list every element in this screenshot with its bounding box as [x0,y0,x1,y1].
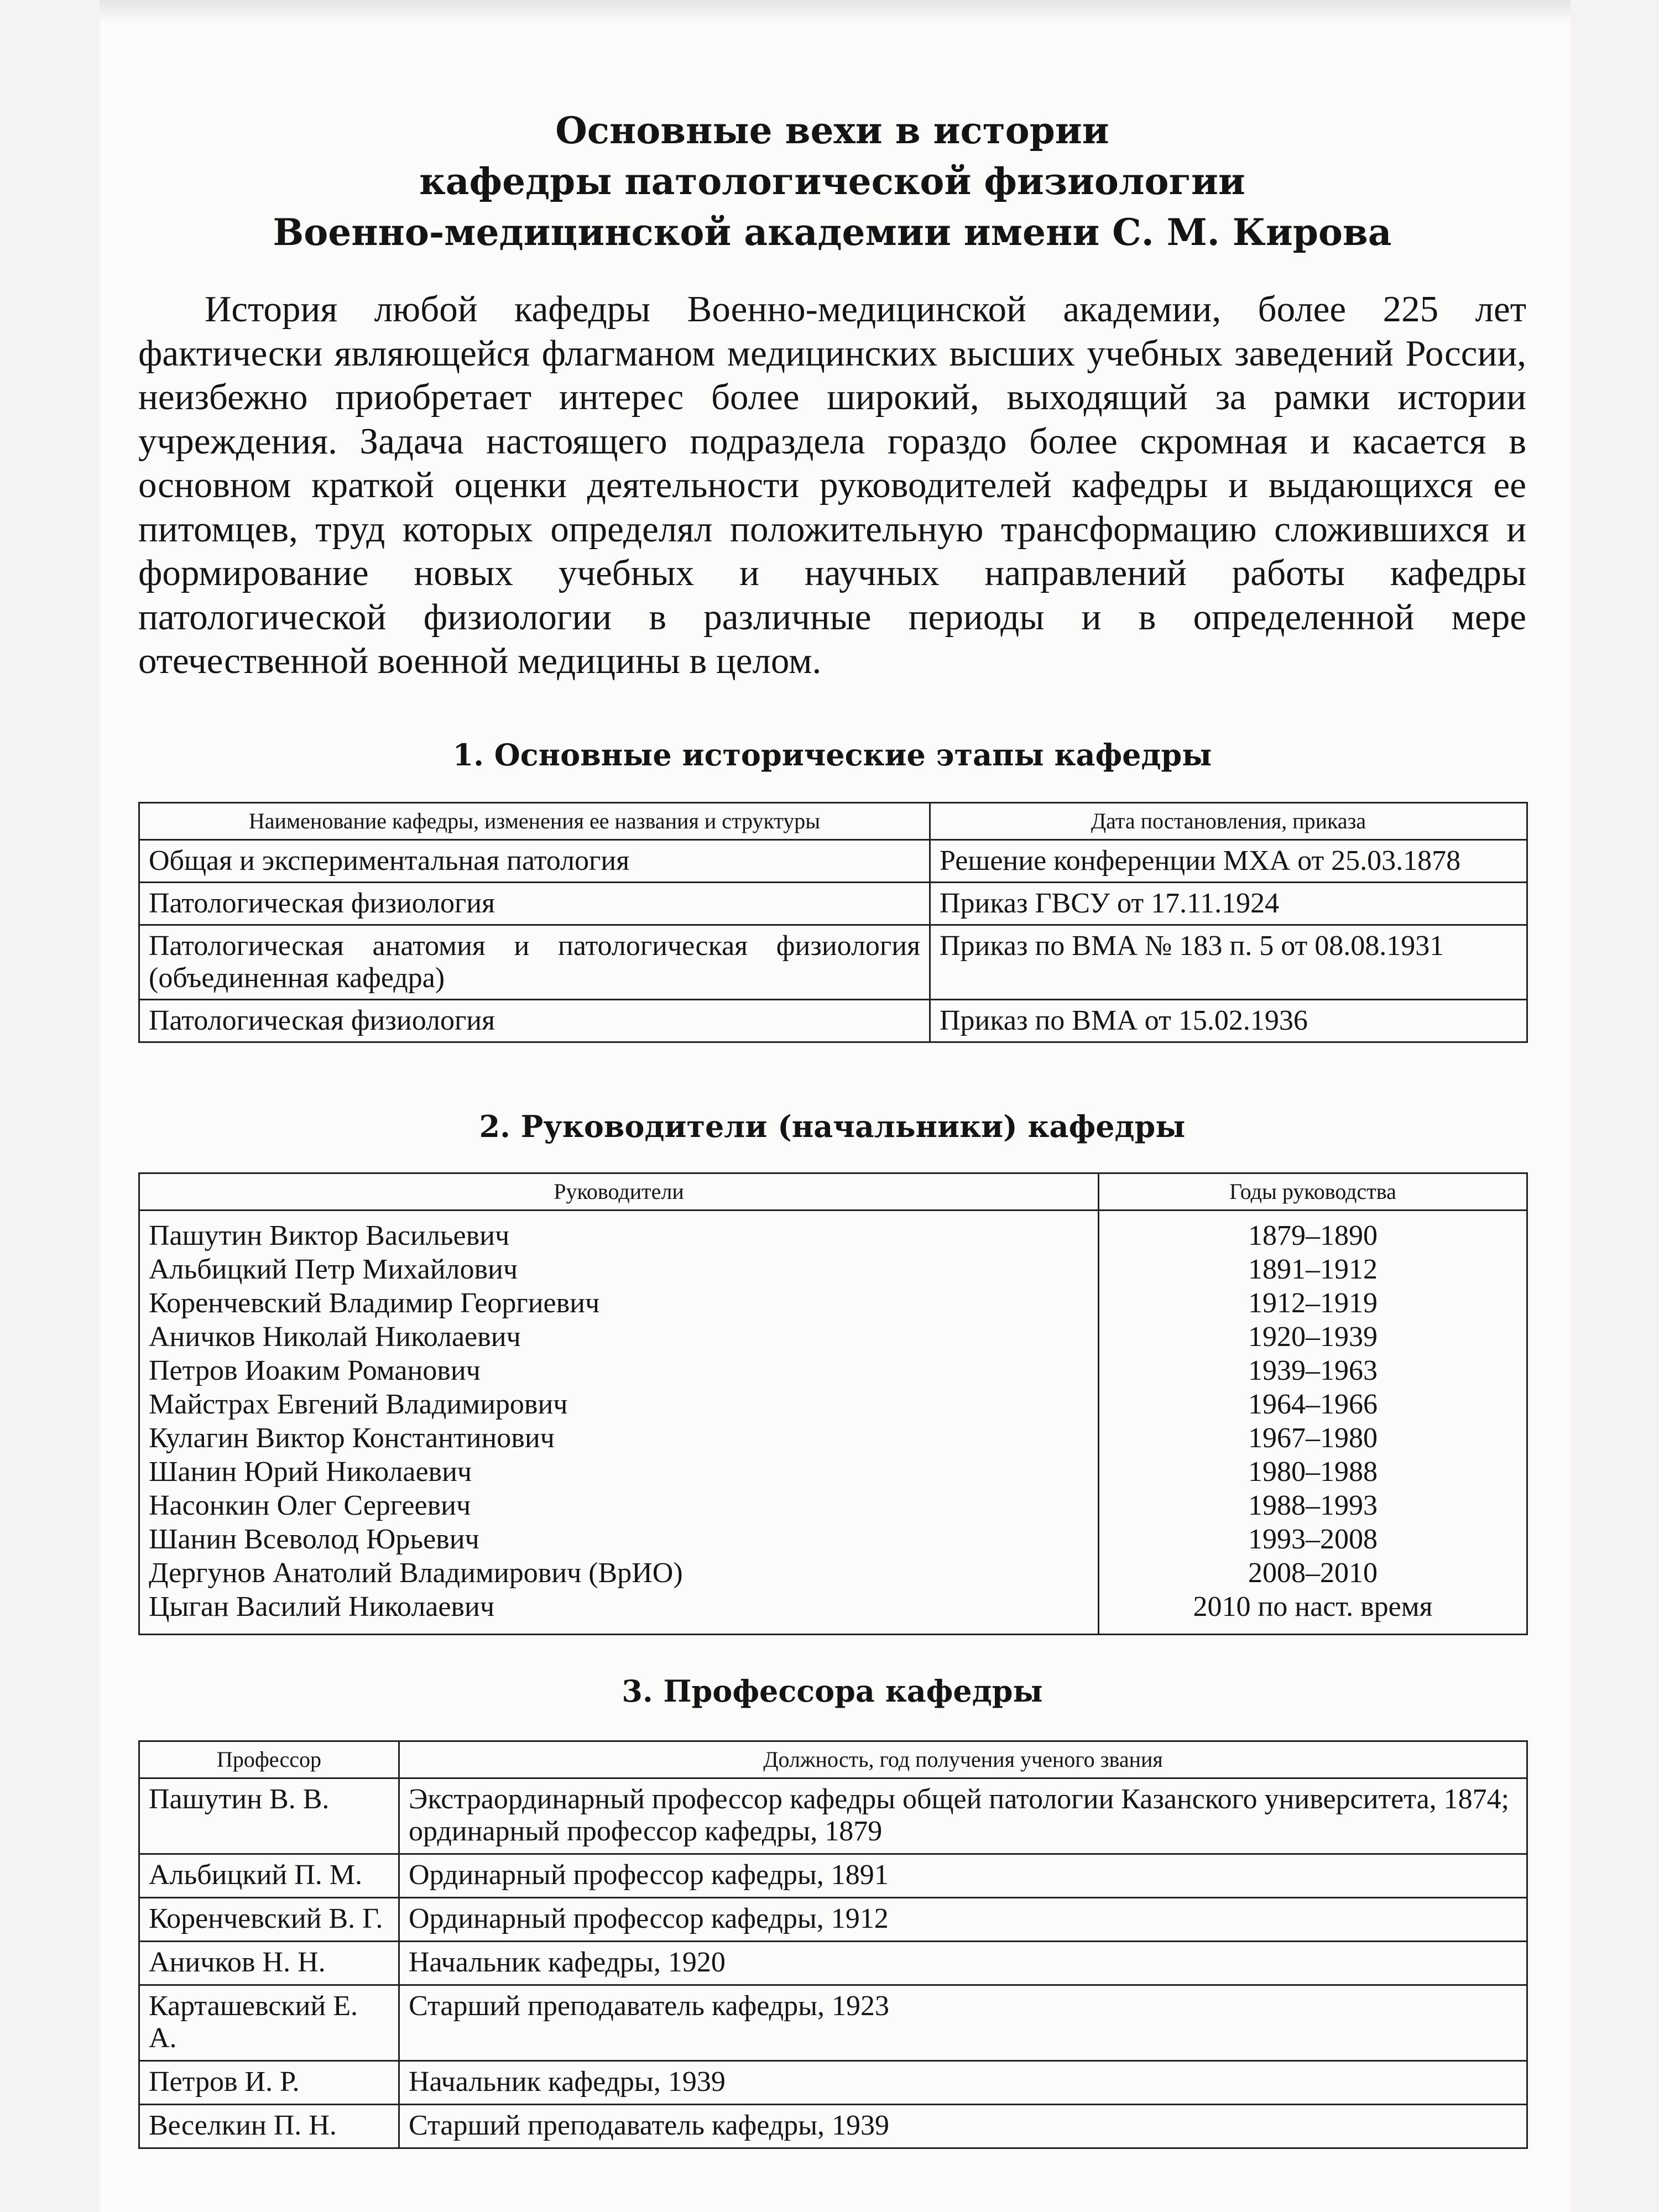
professor-position: Ординарный профессор кафедры, 1912 [399,1898,1527,1942]
leader-years: 1879–1890 [1248,1220,1378,1251]
leader-years: 1980–1988 [1248,1456,1378,1488]
table-row [139,1778,1527,1854]
professor-name: Аничков Н. Н. [139,1942,399,1985]
professor-position: Начальник кафедры, 1920 [399,1942,1527,1985]
leader-years: 1964–1966 [1248,1389,1378,1420]
table-row [139,1000,1527,1042]
professor-name: Карташевский Е. А. [139,1985,399,2061]
department-name: Патологическая физиология [139,883,930,925]
table-header-row [139,803,1527,840]
leader-years: 1967–1980 [1248,1422,1378,1454]
leader-years: 1939–1963 [1248,1355,1378,1386]
leader-name: Альбицкий Петр Михайлович [149,1254,518,1285]
column-header: Руководители [139,1173,1099,1211]
table-row [139,1898,1527,1942]
leader-years: 2010 по наст. время [1193,1591,1433,1623]
table-row [139,1211,1527,1635]
professor-name: Альбицкий П. М. [139,1854,399,1898]
department-name: Патологическая анатомия и патологическая физиология (объединенная кафедра) [139,925,930,1000]
section-2-title: 2. Руководители (начальники) кафедры [479,1109,1186,1144]
professors-table [138,1740,1528,2149]
leader-years: 1988–1993 [1248,1490,1378,1521]
leader-name: Дергунов Анатолий Владимирович (ВрИО) [149,1557,683,1589]
department-name: Патологическая физиология [139,1000,930,1042]
table-row [139,883,1527,925]
decree-date: Приказ ГВСУ от 17.11.1924 [930,883,1527,925]
leader-name: Цыган Василий Николаевич [149,1591,494,1623]
leaders-table [138,1172,1528,1635]
leader-name: Шанин Всеволод Юрьевич [149,1524,479,1555]
column-header: Должность, год получения ученого звания [399,1741,1527,1778]
leader-name: Аничков Николай Николаевич [149,1321,521,1353]
decree-date: Решение конференции МХА от 25.03.1878 [930,840,1527,883]
table-header-row [139,1173,1527,1211]
page-title [138,105,1526,258]
table-row [139,840,1527,883]
table-row [139,1942,1527,1985]
section-1-title: 1. Основные исторические этапы кафедры [452,737,1212,773]
leader-name: Кулагин Виктор Константинович [149,1422,555,1454]
leader-name: Шанин Юрий Николаевич [149,1456,472,1488]
column-header: Годы руководства [1099,1173,1527,1211]
professor-name: Веселкин П. Н. [139,2105,399,2148]
leader-years: 1912–1919 [1248,1287,1378,1319]
book-page [100,0,1571,2212]
professor-name: Пашутин В. В. [139,1778,399,1854]
leader-name: Пашутин Виктор Васильевич [149,1220,510,1251]
leaders-list [139,1211,1099,1635]
table-row [139,925,1527,1000]
column-header: Наименование кафедры, изменения ее названия и структуры [139,803,930,840]
section-3-title: 3. Профессора кафедры [622,1673,1043,1709]
intro-paragraph: История любой кафедры Военно-медицинской академии, более 225 лет фактически являющейся флагманом медицинских высших учебных заведений России, неизбежно приобретает интерес более широкий, выходящий за рамки истории учреждения. Задача настоящего подраздела гораздо более скромная и касается в основном краткой оценки деятельности руководителей кафедры и выдающихся ее питомцев, труд которых определял положительную трансформацию сложившихся и формирование новых учебных и научных направлений работы кафедры патологической физиологии в различные периоды и в определенной мере отечественной военной медицины в целом. [138,289,1526,681]
leader-years: 1993–2008 [1248,1524,1378,1555]
professor-name: Петров И. Р. [139,2061,399,2105]
professor-position: Старший преподаватель кафедры, 1923 [399,1985,1527,2061]
column-header: Дата постановления, приказа [930,803,1527,840]
department-name: Общая и экспериментальная патология [139,840,930,883]
table-row [139,1985,1527,2061]
table-header-row [139,1741,1527,1778]
table-row [139,1854,1527,1898]
professor-position: Старший преподаватель кафедры, 1939 [399,2105,1527,2148]
position-line: Экстраординарный профессор кафедры общей патологии Казанского университета, 1874; [409,1783,1510,1815]
leader-years: 1920–1939 [1248,1321,1378,1353]
years-list [1099,1211,1527,1635]
professor-position [399,1778,1527,1854]
column-header: Профессор [139,1741,399,1778]
professor-position: Ординарный профессор кафедры, 1891 [399,1854,1527,1898]
decree-date: Приказ по ВМА № 183 п. 5 от 08.08.1931 [930,925,1527,1000]
professor-position: Начальник кафедры, 1939 [399,2061,1527,2105]
leader-years: 2008–2010 [1248,1557,1378,1589]
leader-name: Коренчевский Владимир Георгиевич [149,1287,600,1319]
title-line-2: кафедры патологической физиологии [419,160,1245,203]
professor-name: Коренчевский В. Г. [139,1898,399,1942]
leader-name: Петров Иоаким Романович [149,1355,481,1386]
title-line-1: Основные вехи в истории [555,109,1109,152]
position-line: ординарный профессор кафедры, 1879 [409,1815,883,1847]
table-row [139,2061,1527,2105]
title-line-3: Военно-медицинской академии имени С. М. Кирова [273,211,1392,254]
decree-date: Приказ по ВМА от 15.02.1936 [930,1000,1527,1042]
leader-name: Майстрах Евгений Владимирович [149,1389,568,1420]
leader-name: Насонкин Олег Сергеевич [149,1490,471,1521]
leader-years: 1891–1912 [1248,1254,1378,1285]
stages-table [138,802,1528,1043]
table-row [139,2105,1527,2148]
